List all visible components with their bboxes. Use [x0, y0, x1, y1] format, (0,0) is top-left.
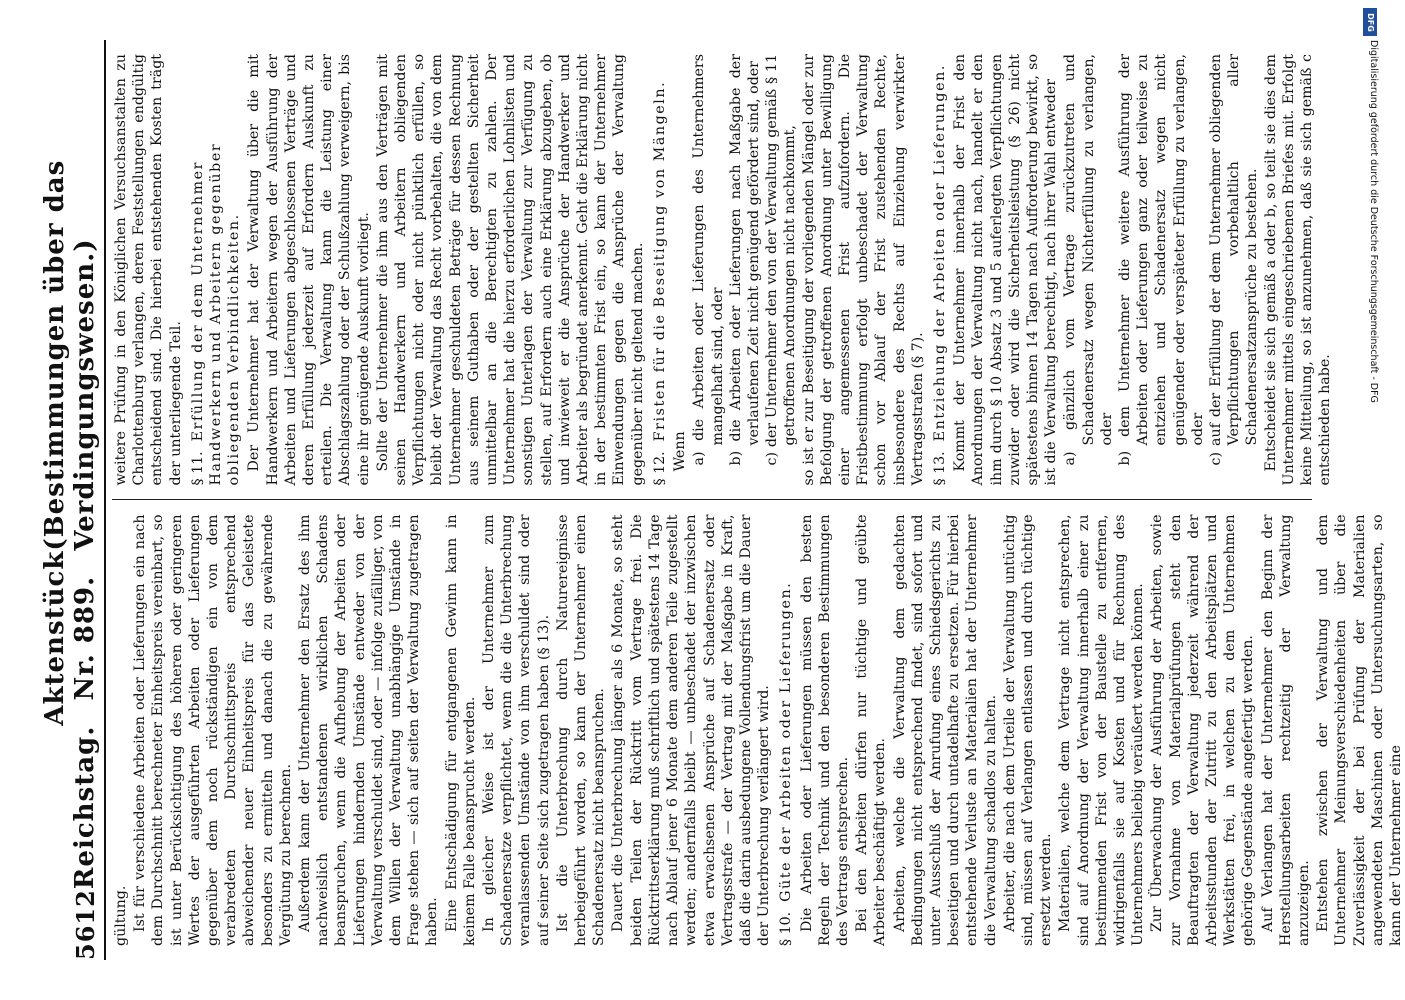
- paragraph: Bei den Arbeiten dürfen nur tüchtige und geübte Arbeiter beschäftigt werden.: [854, 514, 889, 946]
- paragraph: Arbeiten, welche die Verwaltung dem gedachten Bedingungen nicht entsprechend findet, sind sofort und unter Ausschluß der Anrufung eines Schiedsgerichts zu beseitigen und durch untadelhafte zu ersetzen. Für hierbei entstehende Verluste an Materialien hat der Unternehmer die Verwaltung schadlos zu halten.: [891, 514, 999, 946]
- paragraph: Materialien, welche dem Vertrage nicht entsprechen, sind auf Anordnung der Verwaltung innerhalb einer zu bestimmenden Frist von der Baustelle zu entfernen, widrigenfalls sie auf Kosten und für Rechnung des Unternehmers beliebig veräußert werden können.: [1057, 514, 1147, 946]
- paragraph: gültung.: [113, 885, 129, 946]
- list-item: a) die Arbeiten oder Lieferungen des Unternehmers mangelhaft sind, oder: [691, 54, 726, 466]
- section-number: § 13.: [931, 451, 948, 486]
- section-title: Fristen für die Beseitigung von Mängeln.: [651, 80, 668, 442]
- paragraph: Die Arbeiten oder Lieferungen müssen den besten Regeln der Technik und den besonderen Bestimmungen des Vertrags entsprechen.: [798, 514, 851, 946]
- paragraph: Der Unternehmer hat der Verwaltung über die mit Handwerkern und Arbeitern wegen der Ausführung der Arbeiten und Lieferungen abgeschlossenen Verträge und deren Erfüllung jederzeit auf Erfordern Auskunft zu erteilen. Die Verwaltung kann die Leistung einer Abschlagszahlung oder der Schlußzahlung verweigern, bis eine ihr genügende Auskunft vorliegt.: [246, 54, 372, 486]
- paragraph: Zur Überwachung der Ausführung der Arbeiten, sowie zur Vornahme von Materialprüfungen steht den Beauftragten der Verwaltung jederzeit während der Arbeitsstunden der Zutritt zu den Arbeitsplätzen und Werkstätten frei, in welchen zu dem Unternehmen gehörige Gegenstände angefertigt werden.: [1149, 514, 1257, 946]
- list-item: b) die Arbeiten oder Lieferungen nach Maßgabe der verlaufenen Zeit nicht genügend gefördert sind, oder: [727, 54, 762, 466]
- right-column: [112, 40, 1334, 501]
- section-number: § 11.: [189, 451, 206, 486]
- list-item: a) gänzlich vom Vertrage zurückzutreten und Schadenersatz wegen Nichterfüllung zu verlangen, oder: [1062, 54, 1115, 466]
- section-heading-10: [777, 515, 795, 947]
- running-title: Reichstag.: [70, 725, 100, 890]
- paragraph: so ist er zur Beseitigung der vorliegenden Mängel oder zur Befolgung der getroffenen Anordnung unter Bewilligung einer angemessenen Frist aufzufordern. Die Fristbestimmung erfolgt unbeschadet der Verwaltung schon vor Ablauf der Frist zustehenden Rechte, insbesondere des Rechts auf Einziehung verwirkter Vertragsstrafen (§ 7).: [800, 54, 926, 486]
- paragraph: Dauert die Unterbrechung länger als 6 Monate, so steht beiden Teilen der Rücktritt vom Vertrage frei. Die Rücktrittserklärung muß schriftlich und spätestens 14 Tage nach Ablauf jener 6 Monate dem anderen Teile zugestellt werden; andernfalls bleibt — unbeschadet der inzwischen etwa erwachsenen Ansprüche auf Schadenersatz oder Vertragsstrafe — der Vertrag mit der Maßgabe in Kraft, daß die darin ausbedungene Vollendungsfrist um die Dauer der Unterbrechung verlängert wird.: [610, 514, 773, 946]
- document-title: Aktenstück Nr. 889.: [40, 550, 100, 726]
- paragraph: Entscheidet sie sich gemäß a oder b, so teilt sie dies dem Unternehmer mittels eingeschriebenen Briefes mit. Erfolgt keine Mitteilung, so ist anzunehmen, daß sie sich gemäß c entschieden habe.: [1262, 54, 1334, 486]
- left-column: [112, 501, 1405, 961]
- paragraph: Eine Entschädigung für entgangenen Gewinn kann in keinem Falle beansprucht werden.: [443, 514, 478, 946]
- section-title: Entziehung der Arbeiten oder Lieferungen.: [931, 64, 948, 442]
- paragraph: Außerdem kann der Unternehmer den Ersatz des ihm nachweislich entstandenen wirklichen Schadens beanspruchen, wenn die Aufhebung der Arbeiten oder Lieferungen hindernden Umstände entweder von der Verwaltung verschuldet sind, oder — infolge zufälliger, von dem Willen der Verwaltung unabhängige Umstände in Frage stehen — sich auf seiten der Verwaltung zugetragen haben.: [297, 514, 441, 946]
- digitization-notice-text: Digitalisierung gefördert durch die Deutsche Forschungsgemeinschaft - DFG: [1368, 40, 1379, 403]
- page-header: [40, 40, 106, 960]
- section-heading-12: [651, 54, 669, 486]
- subject-title: (Bestimmungen über das Verdingungswesen.): [40, 159, 100, 551]
- list-item: c) der Unternehmer den von der Verwaltung gemäß § 11 getroffenen Anordnungen nicht nachkommt,: [764, 54, 799, 466]
- paragraph: Kommt der Unternehmer innerhalb der Frist den Anordnungen der Verwaltung nicht nach, handelt er den ihm durch § 10 Absatz 3 und 5 auferlegten Verpflichtungen zuwider oder wird die Sicherheitsleistung (§ 26) nicht spätestens binnen 14 Tagen nach Aufforderung bewirkt, so ist die Verwaltung berechtigt, nach ihrer Wahl entweder: [952, 54, 1060, 486]
- section-number: § 10.: [778, 911, 795, 946]
- paragraph: Sollte der Unternehmer die ihm aus den Verträgen mit seinen Handwerkern und Arbeitern obliegenden Verpflichtungen nicht oder nicht pünktlich erfüllen, so bleibt der Verwaltung das Recht vorbehalten, die von dem Unternehmer geschuldeten Beträge für dessen Rechnung aus seinem Guthaben oder der gestellten Sicherheit unmittelbar an die Berechtigten zu zahlen. Der Unternehmer hat die hierzu erforderlichen Lohnlisten und sonstigen Unterlagen der Verwaltung zur Verfügung zu stellen, auf Erfordern auch eine Erklärung abzugeben, ob und inwieweit er die Ansprüche der Handwerker und Arbeiter als begründet anerkennt. Geht die Erklärung nicht in der bestimmten Frist ein, so kann der Unternehmer Einwendungen gegen die Ansprüche der Verwaltung gegenüber nicht geltend machen.: [374, 54, 646, 486]
- section-heading-11: [189, 54, 244, 486]
- paragraph: Auf Verlangen hat der Unternehmer den Beginn der Herstellungsarbeiten rechtzeitig der Verwaltung anzuzeigen.: [1259, 514, 1312, 946]
- paragraph: Ist für verschiedene Arbeiten oder Lieferungen ein nach dem Durchschnitt berechneter Einheitspreis vereinbart, so ist unter Berücksichtigung des höheren oder geringeren Wertes der ausgeführten Arbeiten oder Lieferungen gegenüber dem noch rückständigen ein von dem verabredeten Durchschnittspreis entsprechend abweichender neuer Einheitspreis für das Geleistete besonders zu ermitteln und danach die zu gewährende Vergütung zu berechnen.: [132, 514, 294, 946]
- list-item: c) auf der Erfüllung der dem Unternehmer obliegenden Verpflichtungen vorbehaltlich aller Schadenersatzansprüche zu bestehen.: [1207, 54, 1261, 466]
- paragraph: In gleicher Weise ist der Unternehmer zum Schadenersatze verpflichtet, wenn die die Unterbrechung veranlassenden Umstände von ihm verschuldet sind oder auf seiner Seite sich zugetragen haben (§ 13).: [481, 514, 552, 946]
- paragraph: Ist die Unterbrechung durch Naturereignisse herbeigeführt worden, so kann der Unternehmer einen Schadenersatz nicht beanspruchen.: [554, 514, 608, 946]
- paragraph: weitere Prüfung in den Königlichen Versuchsanstalten zu Charlottenburg verlangen, deren Feststellungen endgültig entscheidend sind. Die hierbei entstehenden Kosten trägt der unterliegende Teil.: [113, 54, 184, 486]
- digitization-notice: [1368, 40, 1378, 940]
- section-heading-13: [931, 54, 949, 486]
- list-item: b) dem Unternehmer die weitere Ausführung der Arbeiten oder Lieferungen ganz oder teilweise zu entziehen und Schadenersatz wegen nicht genügender oder verspäteter Erfüllung zu verlangen, oder: [1116, 54, 1206, 466]
- paragraph: Entstehen zwischen der Verwaltung und dem Unternehmer Meinungsverschiedenheiten über die Zuverlässigkeit der bei Prüfung der Materialien angewendeten Maschinen oder Untersuchungsarten, so kann der Unternehmer eine: [1315, 514, 1405, 946]
- page-number: 5612: [71, 889, 100, 960]
- paragraph: Arbeiter, die nach dem Urteile der Verwaltung untüchtig sind, müssen auf Verlangen entlassen und durch tüchtige ersetzt werden.: [1001, 514, 1055, 946]
- section-number: § 12.: [651, 451, 668, 486]
- dfg-logo: DFG: [1363, 8, 1377, 36]
- section-title: Erfüllung der dem Unternehmer Handwerkern und Arbeitern gegenüber obliegenden Verbindlichkeiten.: [189, 142, 243, 486]
- section-title: Güte der Arbeiten oder Lieferungen.: [778, 581, 795, 902]
- paragraph: Wenn: [672, 431, 689, 472]
